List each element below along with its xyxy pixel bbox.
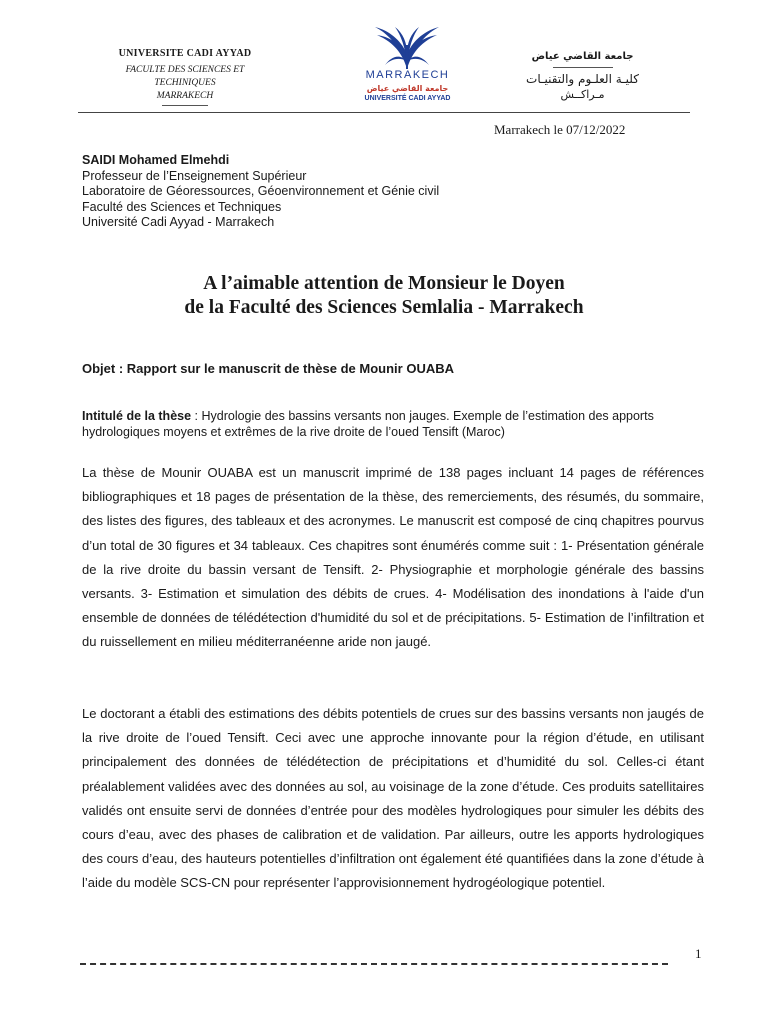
header-institution-fr xyxy=(100,48,270,106)
logo-arabic-name: جامعة القاضي عياض xyxy=(366,84,449,93)
letter-recipient-title xyxy=(0,272,768,320)
faculty-name-ar: كليـة العلـوم والتقنيـات xyxy=(526,72,639,86)
letter-date: Marrakech le 07/12/2022 xyxy=(494,122,626,137)
sender-title: Professeur de l’Enseignement Supérieur xyxy=(82,168,307,183)
logo-english-name: UNIVERSITÉ CADI AYYAD xyxy=(364,95,451,102)
thesis-title-text: : Hydrologie des bassins versants non jauges. Exemple de l’estimation des apports hydrologiques moyens et extrêmes de la rive droite de l’oued Tensift (Maroc) xyxy=(82,409,654,439)
page-number: 1 xyxy=(695,946,702,961)
letter-subject: Objet : Rapport sur le manuscrit de thèse de Mounir OUABA xyxy=(82,361,454,376)
body-paragraph: Le doctorant a établi des estimations des débits potentiels de crues sur des bassins versants non jaugés de la rive droite de l’oued Tensift. Ceci avec une approche innovante pour la région d’étude, en utilisant principalement des données de télédétection de précipitations et d’humidité du sol. Celles-ci étant préalablement validées avec des données au sol, au voisinage de la zone d’étude. Ces produits satellitaires validés ont ensuite servi de données d’entrée pour des modèles hydrologiques pour simuler les débits des cours d’eau, avec des phases de calibration et de validation. Par ailleurs, outre les apports hydrologiques des cours d’eau, des hauteurs potentielles d’infiltration ont également été quantifiées dans la zone d’étude à l’aide du modèle SCS-CN pour représenter l’approvisionnement hydrogéologique potentiel. xyxy=(82,706,704,891)
city-name: MARRAKECH xyxy=(156,91,214,101)
header-left-rule xyxy=(162,105,208,106)
city-name-ar: مـراكــش xyxy=(560,88,605,101)
sender-laboratory: Laboratoire de Géoressources, Géoenvironnement et Génie civil xyxy=(82,184,440,198)
header-right-rule xyxy=(553,67,613,68)
header-separator xyxy=(78,112,690,113)
header-institution-ar xyxy=(500,50,665,102)
sender-university: Université Cadi Ayyad - Marrakech xyxy=(82,215,275,229)
thesis-title-label: Intitulé de la thèse xyxy=(82,409,192,423)
faculty-name: FACULTE DES SCIENCES ET TECHINIQUES xyxy=(125,65,245,88)
title-line-2: de la Faculté des Sciences Semlalia - Marrakech xyxy=(184,297,584,318)
logo-wordmark: MARRAKECH xyxy=(365,69,450,81)
thesis-title-block xyxy=(82,409,707,440)
sender-faculty: Faculté des Sciences et Techniques xyxy=(82,199,282,214)
university-name-ar: جامعة القاضي عياض xyxy=(531,51,634,62)
sender-name: SAIDI Mohamed Elmehdi xyxy=(82,153,230,167)
sender-block xyxy=(82,153,439,231)
university-logo xyxy=(355,25,460,110)
body-paragraph: La thèse de Mounir OUABA est un manuscrit imprimé de 138 pages incluant 14 pages de références bibliographiques et 18 pages de présentation de la thèse, des remerciements, des résumés, du sommaire, des listes des figures, des tableaux et des acronymes. Le manuscrit est composé de cinq chapitres pourvus d’un total de 30 figures et 34 tableaux. Ces chapitres sont énumérés comme suit : 1- Présentation générale de la rive droite du bassin versant de Tensift. 2- Physiographie et morphologie générale des bassins versants. 3- Estimation et simulation des débits de crues. 4- Modélisation des inondations à l'aide d'un ensemble de données de télédétection d'humidité du sol et de précipitations. 5- Estimation de l’infiltration et du ruissellement en milieu méditerranéenne aride non jaugé. xyxy=(82,465,704,650)
title-line-1: A l’aimable attention de Monsieur le Doyen xyxy=(203,273,565,294)
palm-emblem-icon xyxy=(355,25,460,71)
university-name: UNIVERSITE CADI AYYAD xyxy=(118,48,252,59)
footer-dashed-rule xyxy=(80,963,668,965)
